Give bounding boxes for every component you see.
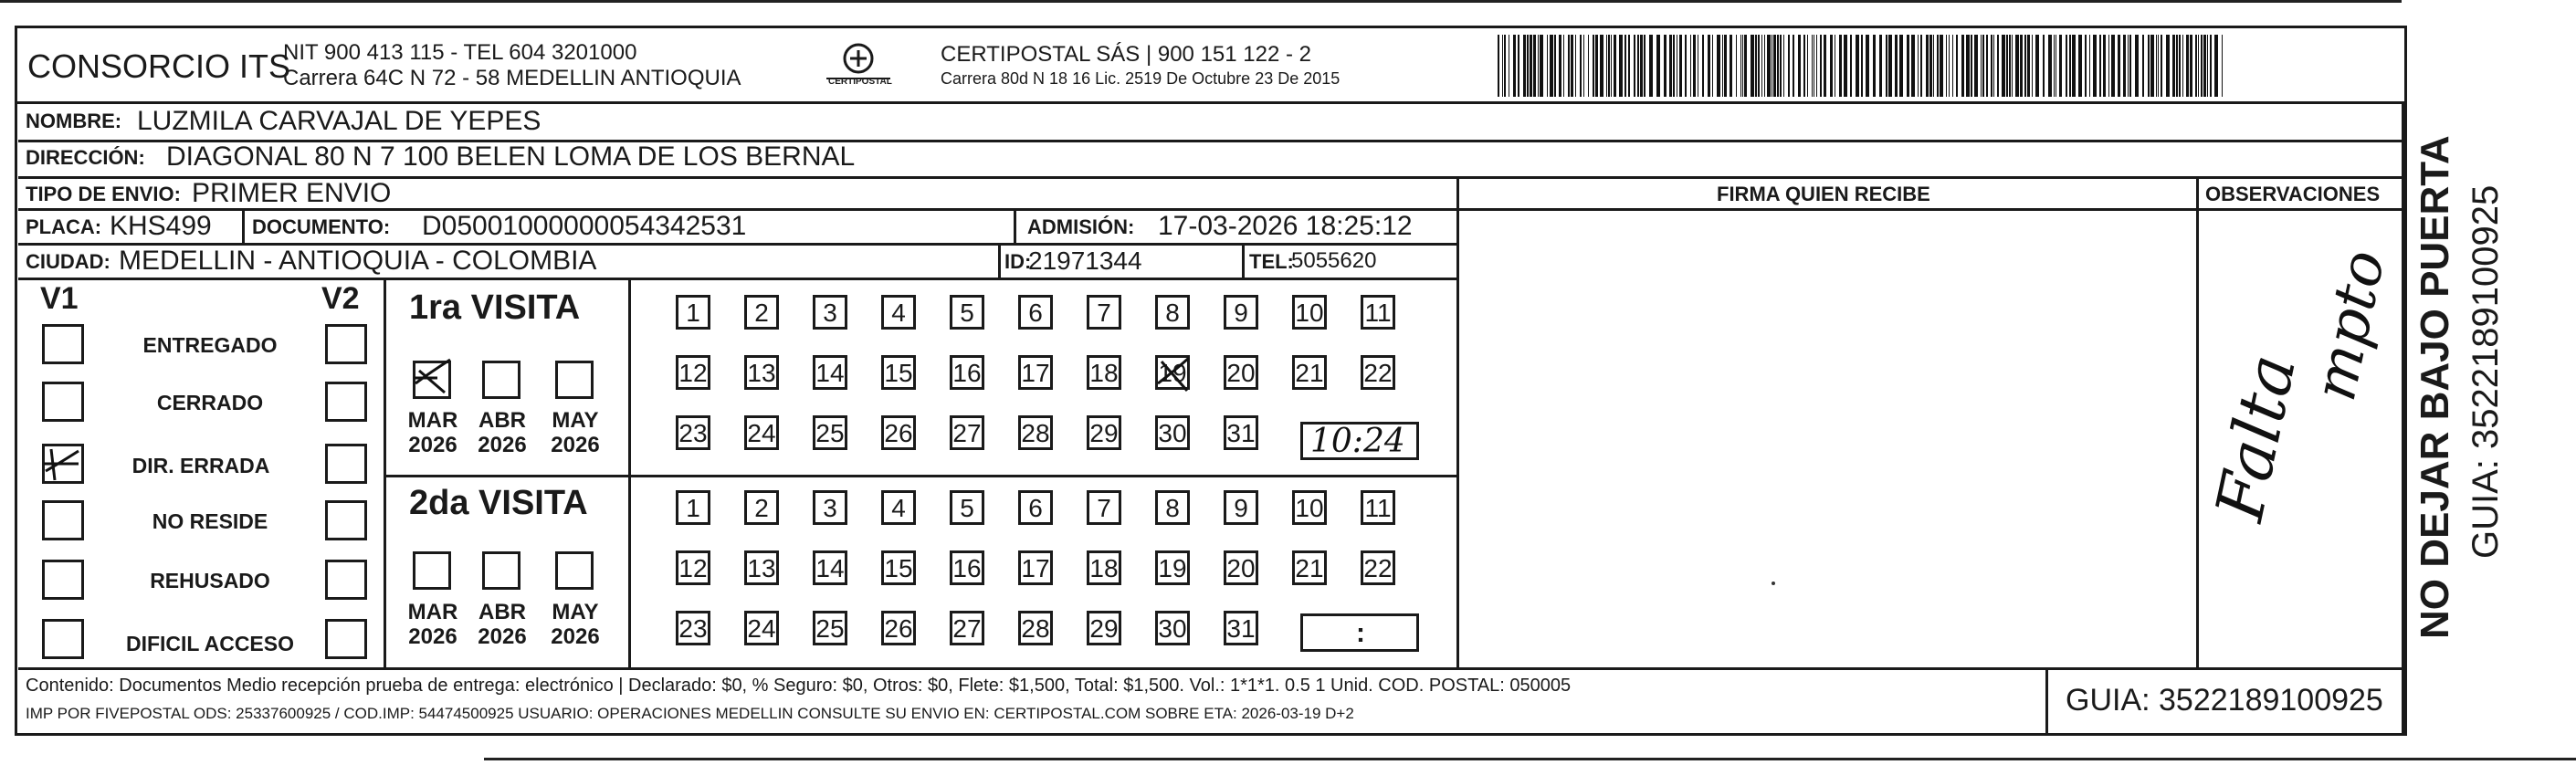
status-label-rehusado: REHUSADO bbox=[150, 569, 270, 592]
day-box-29[interactable]: 29 bbox=[1087, 415, 1121, 450]
day-box-4[interactable]: 4 bbox=[881, 490, 916, 525]
status-label-dir-errada: DIR. ERRADA bbox=[131, 454, 270, 477]
second-visit-month-mar[interactable] bbox=[413, 551, 451, 590]
day-box-8[interactable]: 8 bbox=[1155, 295, 1190, 330]
first-visit-label-abr: ABR 2026 bbox=[478, 408, 527, 457]
second-visit-label-abr: ABR 2026 bbox=[478, 600, 527, 649]
status-label-cerrado: CERRADO bbox=[156, 391, 264, 414]
logo-text: CERTIPOSTAL bbox=[828, 77, 892, 87]
day-box-20[interactable]: 20 bbox=[1224, 355, 1258, 390]
day-box-5[interactable]: 5 bbox=[950, 295, 984, 330]
day-box-10[interactable]: 10 bbox=[1292, 295, 1327, 330]
tel-label: TEL: bbox=[1249, 250, 1294, 273]
day-box-29[interactable]: 29 bbox=[1087, 611, 1121, 645]
day-box-25[interactable]: 25 bbox=[813, 415, 847, 450]
day-box-22[interactable]: 22 bbox=[1361, 355, 1395, 390]
status-label-dificil-acceso: DIFICIL ACCESO bbox=[125, 632, 294, 655]
status-label-no-reside: NO RESIDE bbox=[152, 509, 268, 533]
day-box-14[interactable]: 14 bbox=[813, 355, 847, 390]
day-box-6[interactable]: 6 bbox=[1018, 295, 1053, 330]
day-box-25[interactable]: 25 bbox=[813, 611, 847, 645]
day-box-13[interactable]: 13 bbox=[744, 550, 779, 585]
day-box-3[interactable]: 3 bbox=[813, 295, 847, 330]
day-box-12[interactable]: 12 bbox=[676, 550, 710, 585]
day-box-6[interactable]: 6 bbox=[1018, 490, 1053, 525]
second-visit-label-mar: MAR 2026 bbox=[407, 600, 458, 649]
day-box-21[interactable]: 21 bbox=[1292, 355, 1327, 390]
day-box-4[interactable]: 4 bbox=[881, 295, 916, 330]
day-box-16[interactable]: 16 bbox=[950, 550, 984, 585]
first-visit-label-may: MAY 2026 bbox=[551, 408, 600, 457]
ciudad-label: CIUDAD: bbox=[26, 250, 110, 273]
nombre-value: LUZMILA CARVAJAL DE YEPES bbox=[137, 106, 541, 136]
v2-checkbox-entregado[interactable] bbox=[325, 324, 367, 364]
day-box-27[interactable]: 27 bbox=[950, 611, 984, 645]
v2-label: V2 bbox=[321, 281, 360, 316]
id-label: ID: bbox=[1004, 250, 1032, 273]
scan-edge-bottom bbox=[484, 758, 2576, 760]
day-box-11[interactable]: 11 bbox=[1361, 490, 1395, 525]
day-box-14[interactable]: 14 bbox=[813, 550, 847, 585]
day-box-16[interactable]: 16 bbox=[950, 355, 984, 390]
footer-guia: GUIA: 3522189100925 bbox=[2066, 683, 2383, 718]
barcode bbox=[1498, 35, 2228, 97]
tel-value: 5055620 bbox=[1291, 248, 1377, 273]
no-dejar-warning: NO DEJAR BAJO PUERTA bbox=[2413, 135, 2457, 639]
direccion-label: DIRECCIÓN: bbox=[26, 146, 145, 169]
documento-label: DOCUMENTO: bbox=[252, 215, 391, 238]
day-box-23[interactable]: 23 bbox=[676, 611, 710, 645]
second-visit-title: 2da VISITA bbox=[409, 484, 588, 522]
v1-checkbox-no-reside[interactable] bbox=[42, 500, 84, 540]
first-visit-time: 10:24 bbox=[1310, 423, 1405, 460]
v1-checkbox-dir-errada[interactable] bbox=[42, 444, 84, 484]
day-box-9[interactable]: 9 bbox=[1224, 490, 1258, 525]
certipostal-line1: CERTIPOSTAL SÁS | 900 151 122 - 2 bbox=[941, 42, 1311, 67]
v2-checkbox-dificil-acceso[interactable] bbox=[325, 619, 367, 659]
v1-checkbox-entregado[interactable] bbox=[42, 324, 84, 364]
day-box-17[interactable]: 17 bbox=[1018, 355, 1053, 390]
day-box-24[interactable]: 24 bbox=[744, 415, 779, 450]
day-box-5[interactable]: 5 bbox=[950, 490, 984, 525]
day-box-20[interactable]: 20 bbox=[1224, 550, 1258, 585]
day-box-15[interactable]: 15 bbox=[881, 355, 916, 390]
certipostal-logo bbox=[817, 40, 899, 91]
side-guia: GUIA: 3522189100925 bbox=[2466, 184, 2506, 559]
day-box-30[interactable]: 30 bbox=[1155, 611, 1190, 645]
id-value: 21971344 bbox=[1028, 246, 1142, 275]
day-box-7[interactable]: 7 bbox=[1087, 490, 1121, 525]
v2-checkbox-no-reside[interactable] bbox=[325, 500, 367, 540]
documento-value: D050010000000543425​31 bbox=[422, 211, 747, 241]
day-box-9[interactable]: 9 bbox=[1224, 295, 1258, 330]
day-box-2[interactable]: 2 bbox=[744, 295, 779, 330]
day-box-22[interactable]: 22 bbox=[1361, 550, 1395, 585]
day-box-21[interactable]: 21 bbox=[1292, 550, 1327, 585]
day-box-28[interactable]: 28 bbox=[1018, 611, 1053, 645]
day-box-30[interactable]: 30 bbox=[1155, 415, 1190, 450]
first-visit-month-mar[interactable] bbox=[413, 361, 451, 399]
first-visit-time-box[interactable] bbox=[1300, 422, 1419, 460]
signature-area[interactable] bbox=[1459, 211, 2195, 667]
day-box-12[interactable]: 12 bbox=[676, 355, 710, 390]
firma-label: FIRMA QUIEN RECIBE bbox=[1717, 183, 1930, 205]
v2-checkbox-dir-errada[interactable] bbox=[325, 444, 367, 484]
day-box-19[interactable]: 19 bbox=[1155, 355, 1190, 390]
placa-label: PLACA: bbox=[26, 215, 102, 238]
check-mark-icon bbox=[410, 356, 456, 400]
day-box-27[interactable]: 27 bbox=[950, 415, 984, 450]
footer-imp: IMP POR FIVEPOSTAL ODS: 25337600925 / COD.IMP: 54474500925 USUARIO: OPERACIONES MEDELLIN CONSULTE SU ENVIO EN: CERTIPOSTAL.COM SOBRE ETA: 2026-03-19 D+2 bbox=[26, 705, 1354, 722]
day-box-31[interactable]: 31 bbox=[1224, 415, 1258, 450]
day-box-10[interactable]: 10 bbox=[1292, 490, 1327, 525]
day-box-18[interactable]: 18 bbox=[1087, 355, 1121, 390]
v1-checkbox-rehusado[interactable] bbox=[42, 560, 84, 600]
first-visit-month-abr[interactable] bbox=[482, 361, 520, 399]
second-visit-month-may[interactable] bbox=[555, 551, 594, 590]
observation-handwriting-2: mpto bbox=[2301, 244, 2399, 407]
day-box-26[interactable]: 26 bbox=[881, 611, 916, 645]
v2-checkbox-cerrado[interactable] bbox=[325, 382, 367, 422]
day-box-1[interactable]: 1 bbox=[676, 295, 710, 330]
second-visit-time: : bbox=[1356, 618, 1365, 648]
admision-value: 17-03-2026 18:25:12 bbox=[1158, 211, 1413, 241]
company-name: CONSORCIO ITS bbox=[27, 47, 291, 85]
day-box-31[interactable]: 31 bbox=[1224, 611, 1258, 645]
v2-checkbox-rehusado[interactable] bbox=[325, 560, 367, 600]
v1-checkbox-dificil-acceso[interactable] bbox=[42, 619, 84, 659]
certipostal-line2: Carrera 80d N 18 16 Lic. 2519 De Octubre 23 De 2015 bbox=[941, 69, 1341, 88]
first-visit-title: 1ra VISITA bbox=[409, 288, 581, 327]
day-box-19[interactable]: 19 bbox=[1155, 550, 1190, 585]
day-box-15[interactable]: 15 bbox=[881, 550, 916, 585]
check-mark-icon bbox=[1154, 354, 1194, 394]
direccion-value: DIAGONAL 80 N 7 100 BELEN LOMA DE LOS BERNAL bbox=[166, 141, 856, 172]
day-box-23[interactable]: 23 bbox=[676, 415, 710, 450]
day-box-7[interactable]: 7 bbox=[1087, 295, 1121, 330]
second-visit-month-abr[interactable] bbox=[482, 551, 520, 590]
day-box-11[interactable]: 11 bbox=[1361, 295, 1395, 330]
day-box-24[interactable]: 24 bbox=[744, 611, 779, 645]
v1-checkbox-cerrado[interactable] bbox=[42, 382, 84, 422]
second-visit-label-may: MAY 2026 bbox=[551, 600, 600, 649]
observation-handwriting-1: Falta bbox=[2201, 348, 2311, 528]
placa-value: KHS499 bbox=[110, 211, 212, 241]
admision-label: ADMISIÓN: bbox=[1027, 215, 1135, 238]
day-box-18[interactable]: 18 bbox=[1087, 550, 1121, 585]
day-box-26[interactable]: 26 bbox=[881, 415, 916, 450]
first-visit-label-mar: MAR 2026 bbox=[407, 408, 458, 457]
second-visit-time-box[interactable] bbox=[1300, 613, 1419, 652]
check-mark-icon bbox=[42, 444, 84, 484]
first-visit-month-may[interactable] bbox=[555, 361, 594, 399]
v1-label: V1 bbox=[40, 281, 79, 316]
scan-edge-top bbox=[0, 0, 2402, 3]
day-box-3[interactable]: 3 bbox=[813, 490, 847, 525]
nombre-label: NOMBRE: bbox=[26, 110, 122, 132]
ciudad-value: MEDELLIN - ANTIOQUIA - COLOMBIA bbox=[119, 246, 597, 276]
day-box-13[interactable]: 13 bbox=[744, 355, 779, 390]
company-nit: NIT 900 413 115 - TEL 604 3201000 bbox=[283, 40, 637, 65]
day-box-17[interactable]: 17 bbox=[1018, 550, 1053, 585]
tipo-value: PRIMER ENVIO bbox=[192, 178, 392, 208]
day-box-2[interactable]: 2 bbox=[744, 490, 779, 525]
day-box-8[interactable]: 8 bbox=[1155, 490, 1190, 525]
footer-contenido: Contenido: Documentos Medio recepción prueba de entrega: electrónico | Declarado: $0, % Seguro: $0, Otros: $0, Flete: $1,500, Total: $1,500. Vol.: 1*1*1. 0.5 1 Unid. COD. POSTAL: 050005 bbox=[26, 676, 1572, 696]
day-box-28[interactable]: 28 bbox=[1018, 415, 1053, 450]
observaciones-label: OBSERVACIONES bbox=[2205, 183, 2381, 205]
day-box-1[interactable]: 1 bbox=[676, 490, 710, 525]
status-label-entregado: ENTREGADO bbox=[142, 333, 278, 357]
company-address: Carrera 64C N 72 - 58 MEDELLIN ANTIOQUIA bbox=[283, 66, 741, 90]
tipo-label: TIPO DE ENVIO: bbox=[26, 183, 181, 205]
